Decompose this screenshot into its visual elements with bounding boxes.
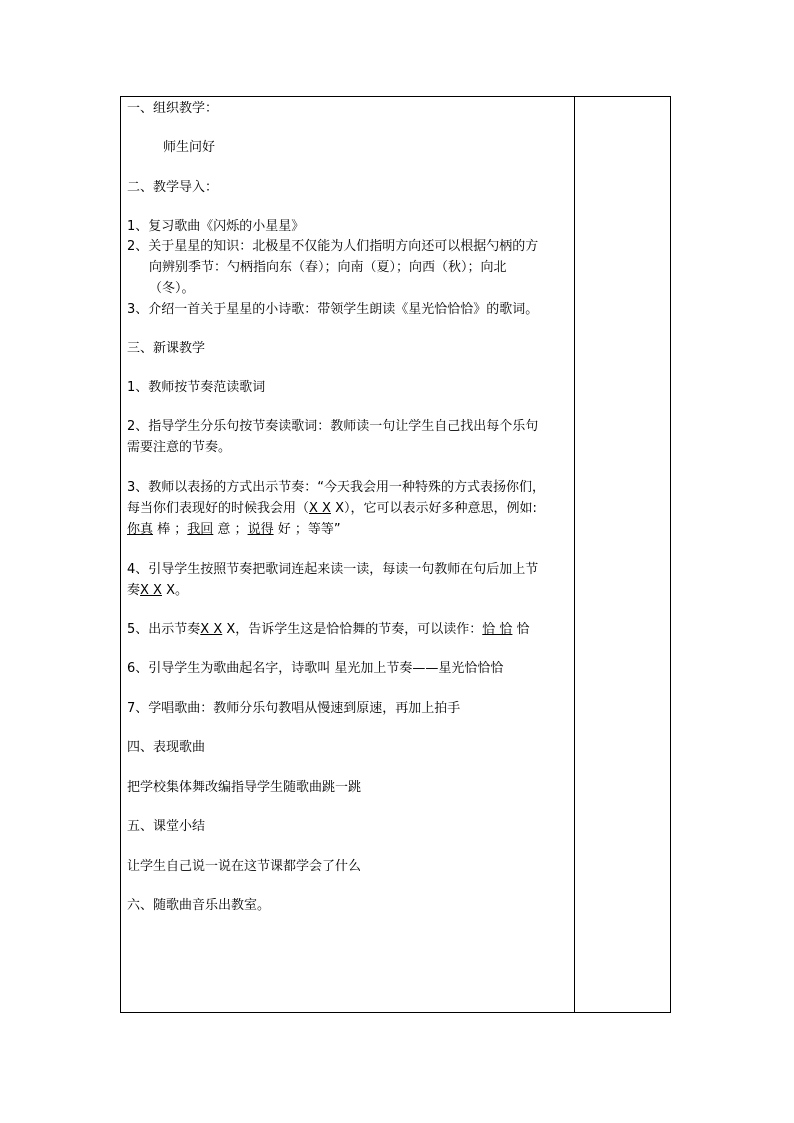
section-6-title: 六、随歌曲音乐出教室。 — [127, 898, 271, 913]
section-4-title: 四、表现歌曲 — [127, 740, 206, 755]
rhythm-notation: X X — [140, 583, 162, 598]
section-3-item-5 — [127, 622, 530, 638]
section-3-item-4-line-1: 4、引导学生按照节奏把歌词连起来读一读，每读一句教师在句后加上节 — [127, 562, 539, 577]
section-2-item-3: 3、介绍一首关于星星的小诗歌：带领学生朗读《星光恰恰恰》的歌词。 — [127, 302, 539, 317]
text-span: 好 ；等等” — [273, 522, 341, 537]
section-3-item-2-line-2: 需要注意的节奏。 — [127, 440, 232, 455]
column-divider — [574, 97, 575, 1012]
section-3-item-3-line-2 — [127, 501, 537, 517]
text-span: 5、出示节奏 — [127, 622, 201, 637]
section-3-item-1: 1、教师按节奏范读歌词 — [127, 380, 266, 395]
text-span: 意 ； — [213, 522, 248, 537]
rhythm-word: 你真 — [127, 522, 154, 537]
section-3-item-3-line-3 — [127, 522, 341, 538]
text-span: X），它可以表示好多种意思，例如: — [330, 501, 537, 516]
section-1-title: 一、组织教学： — [127, 101, 219, 116]
section-3-item-7: 7、学唱歌曲：教师分乐句教唱从慢速到原速，再加上拍手 — [127, 701, 461, 716]
text-span: X，告诉学生这是恰恰舞的节奏，可以读作： — [222, 622, 483, 637]
section-3-item-6: 6、引导学生为歌曲起名字，诗歌叫 星光加上节奏——星光恰恰恰 — [127, 661, 504, 676]
section-5-line: 让学生自己说一说在这节课都学会了什么 — [127, 859, 362, 874]
text-span: X。 — [161, 583, 189, 598]
text-span: 每当你们表现好的时候我会用（ — [127, 501, 310, 516]
text-span: 奏 — [127, 583, 141, 598]
lesson-table — [120, 96, 671, 1013]
section-3-item-3-line-1: 3、教师以表扬的方式出示节奏：“今天我会用一种特殊的方式表扬你们， — [127, 480, 546, 495]
section-2-title: 二、教学导入： — [127, 180, 219, 195]
section-2-item-2-line-2: 向辨别季节：勺柄指向东（春）；向南（夏）；向西（秋）；向北 — [149, 260, 507, 275]
rhythm-notation: X X — [200, 622, 223, 637]
section-2-item-2-line-3: （冬）。 — [149, 281, 195, 296]
rhythm-word: 说得 — [247, 522, 274, 537]
text-span: 棒 ； — [153, 522, 188, 537]
section-3-title: 三、新课教学 — [127, 341, 206, 356]
section-4-line: 把学校集体舞改编指导学生随歌曲跳一跳 — [127, 780, 362, 795]
section-5-title: 五、课堂小结 — [127, 819, 206, 834]
rhythm-notation: X X — [309, 501, 331, 516]
rhythm-word: 恰 恰 — [482, 622, 513, 637]
section-3-item-4-line-2 — [127, 583, 188, 599]
section-1-line: 师生问好 — [163, 140, 216, 155]
section-2-item-1: 1、复习歌曲《闪烁的小星星》 — [127, 219, 305, 234]
section-2-item-2-line-1: 2、关于星星的知识：北极星不仅能为人们指明方向还可以根据勺柄的方 — [127, 239, 539, 254]
section-3-item-2-line-1: 2、指导学生分乐句按节奏读歌词：教师读一句让学生自己找出每个乐句 — [127, 419, 539, 434]
text-span: 恰 — [512, 622, 530, 637]
rhythm-word: 我回 — [187, 522, 214, 537]
